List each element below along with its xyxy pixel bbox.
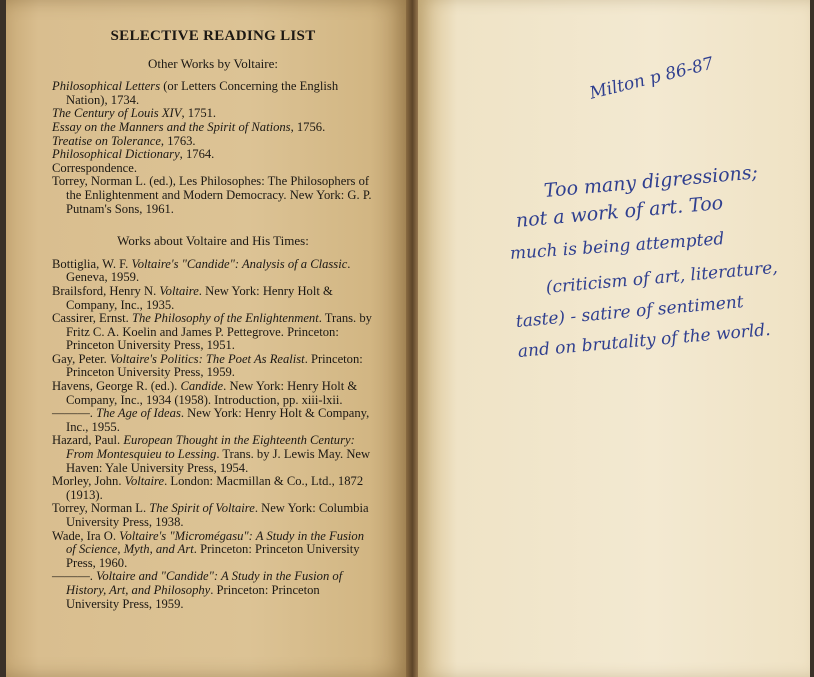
entry-pre: Havens, George R. (ed.). (52, 379, 181, 394)
entry-italic: Essay on the Manners and the Spirit of Nations (52, 119, 291, 134)
bibliography-entry (52, 80, 374, 107)
bibliography-entry (52, 475, 374, 502)
handwritten-note-line: and on brutality of the world. (517, 319, 772, 362)
entry-pre: Bottiglia, W. F. (52, 256, 132, 271)
section-title-works-by-voltaire: Other Works by Voltaire: (147, 55, 279, 71)
entry-italic: European Thought in the Eighteenth Century: From Montesquieu to Lessing (66, 433, 355, 462)
entry-rest: . Trans. by J. Lewis May. New Haven: Yale University Press, 1954. (66, 447, 371, 475)
entry-rest: . New York: Columbia University Press, 1938. (66, 501, 369, 529)
entry-italic: Candide (180, 379, 224, 394)
bibliography-entry (52, 530, 374, 571)
entry-rest: . Geneva, 1959. (66, 256, 351, 285)
entry-rest: . Princeton: Princeton University Press, 1959. (66, 582, 320, 611)
entry-pre: ———. (52, 406, 97, 421)
bibliography-entry (52, 148, 374, 162)
entry-pre: Torrey, Norman L. (52, 501, 150, 516)
entry-italic: Treatise on Tolerance (52, 133, 161, 148)
entry-pre: Morley, John. (52, 474, 125, 489)
entry-rest: . London: Macmillan & Co., Ltd., 1872 (1913). (66, 474, 364, 502)
entry-rest: , 1751. (181, 106, 217, 121)
works-about-voltaire-list (52, 258, 374, 611)
bibliography-entry (52, 570, 374, 611)
bibliography-entry (52, 312, 374, 353)
entry-rest: . New York: Henry Holt & Company, Inc., 1934 (1958). Introduction, pp. xiii-lxii. (66, 379, 358, 407)
bibliography-entry (52, 258, 374, 285)
bibliography-entry (52, 135, 374, 149)
entry-rest: . New York: Henry Holt & Company, Inc., 1935. (66, 283, 333, 312)
entry-italic: Philosophical Letters (52, 79, 161, 94)
handwritten-note-line: taste) - satire of sentiment (515, 292, 745, 332)
entry-rest: . Princeton: Princeton University Press, 1960. (66, 542, 360, 570)
bibliography-entry (52, 407, 374, 434)
entry-rest: Torrey, Norman L. (ed.), Les Philosophes: The Philosophers of the Enlightenment and Modern Democracy. New York: G. P. Putnam's Sons, 1961. (52, 174, 372, 216)
entry-italic: The Age of Ideas (96, 406, 181, 421)
entry-italic: Voltaire's "Micromégasu": A Study in the Fusion of Science, Myth, and Art (66, 528, 365, 557)
left-page (6, 0, 410, 677)
handwritten-note-line: Too many digressions; (543, 161, 759, 202)
entry-rest: , 1756. (290, 119, 326, 134)
entry-italic: The Philosophy of the Enlightenment (131, 311, 319, 326)
entry-pre: Brailsford, Henry N. (52, 283, 160, 298)
bibliography-entry (52, 502, 374, 529)
entry-rest: Correspondence. (52, 160, 137, 175)
entry-italic: Voltaire's Politics: The Poet As Realist (109, 351, 305, 366)
entry-pre: Wade, Ira O. (52, 528, 120, 543)
bibliography-entry (52, 380, 374, 407)
entry-italic: Voltaire's "Candide": Analysis of a Classic (131, 256, 348, 271)
entry-rest: . Princeton: Princeton University Press, 1959. (66, 351, 363, 380)
handwritten-note-line: not a work of art. Too (515, 191, 724, 232)
bibliography-entry (52, 353, 374, 380)
entry-rest: (or Letters Concerning the English Nation), 1734. (66, 79, 339, 107)
right-page (418, 0, 810, 677)
entry-rest: , 1764. (179, 147, 215, 162)
entry-italic: The Century of Louis XIV (52, 106, 182, 121)
page-heading: SELECTIVE READING LIST (110, 28, 316, 44)
entry-pre: Hazard, Paul. (52, 433, 124, 448)
entry-pre: ———. (52, 569, 97, 584)
entry-rest: . Trans. by Fritz C. A. Koelin and James P. Pettegrove. Princeton: Princeton University Press, 1951. (66, 311, 372, 353)
entry-italic: Philosophical Dictionary (52, 147, 180, 162)
bibliography-entry (52, 121, 374, 135)
reading-list (52, 30, 374, 611)
entry-italic: Voltaire and "Candide": A Study in the Fusion of History, Art, and Philosophy (66, 569, 343, 597)
entry-pre: Gay, Peter. (52, 351, 110, 366)
bibliography-entry (52, 107, 374, 121)
entry-pre: Cassirer, Ernst. (52, 311, 132, 326)
handwritten-reference: Milton p 86-87 (587, 53, 716, 104)
bibliography-entry (52, 162, 374, 176)
works-by-voltaire-list (52, 80, 374, 216)
bibliography-entry (52, 285, 374, 312)
entry-italic: The Spirit of Voltaire (149, 501, 255, 516)
entry-italic: Voltaire (159, 283, 199, 298)
section-title-works-about-voltaire: Works about Voltaire and His Times: (117, 233, 309, 249)
handwritten-note-line: much is being attempted (509, 229, 725, 264)
bibliography-entry (52, 434, 374, 475)
bibliography-entry (52, 175, 374, 216)
handwritten-note-line: (criticism of art, literature, (545, 257, 779, 298)
entry-italic: Voltaire (124, 474, 165, 489)
entry-rest: , 1763. (160, 133, 196, 148)
entry-rest: . New York: Henry Holt & Company, Inc., 1955. (66, 406, 370, 434)
